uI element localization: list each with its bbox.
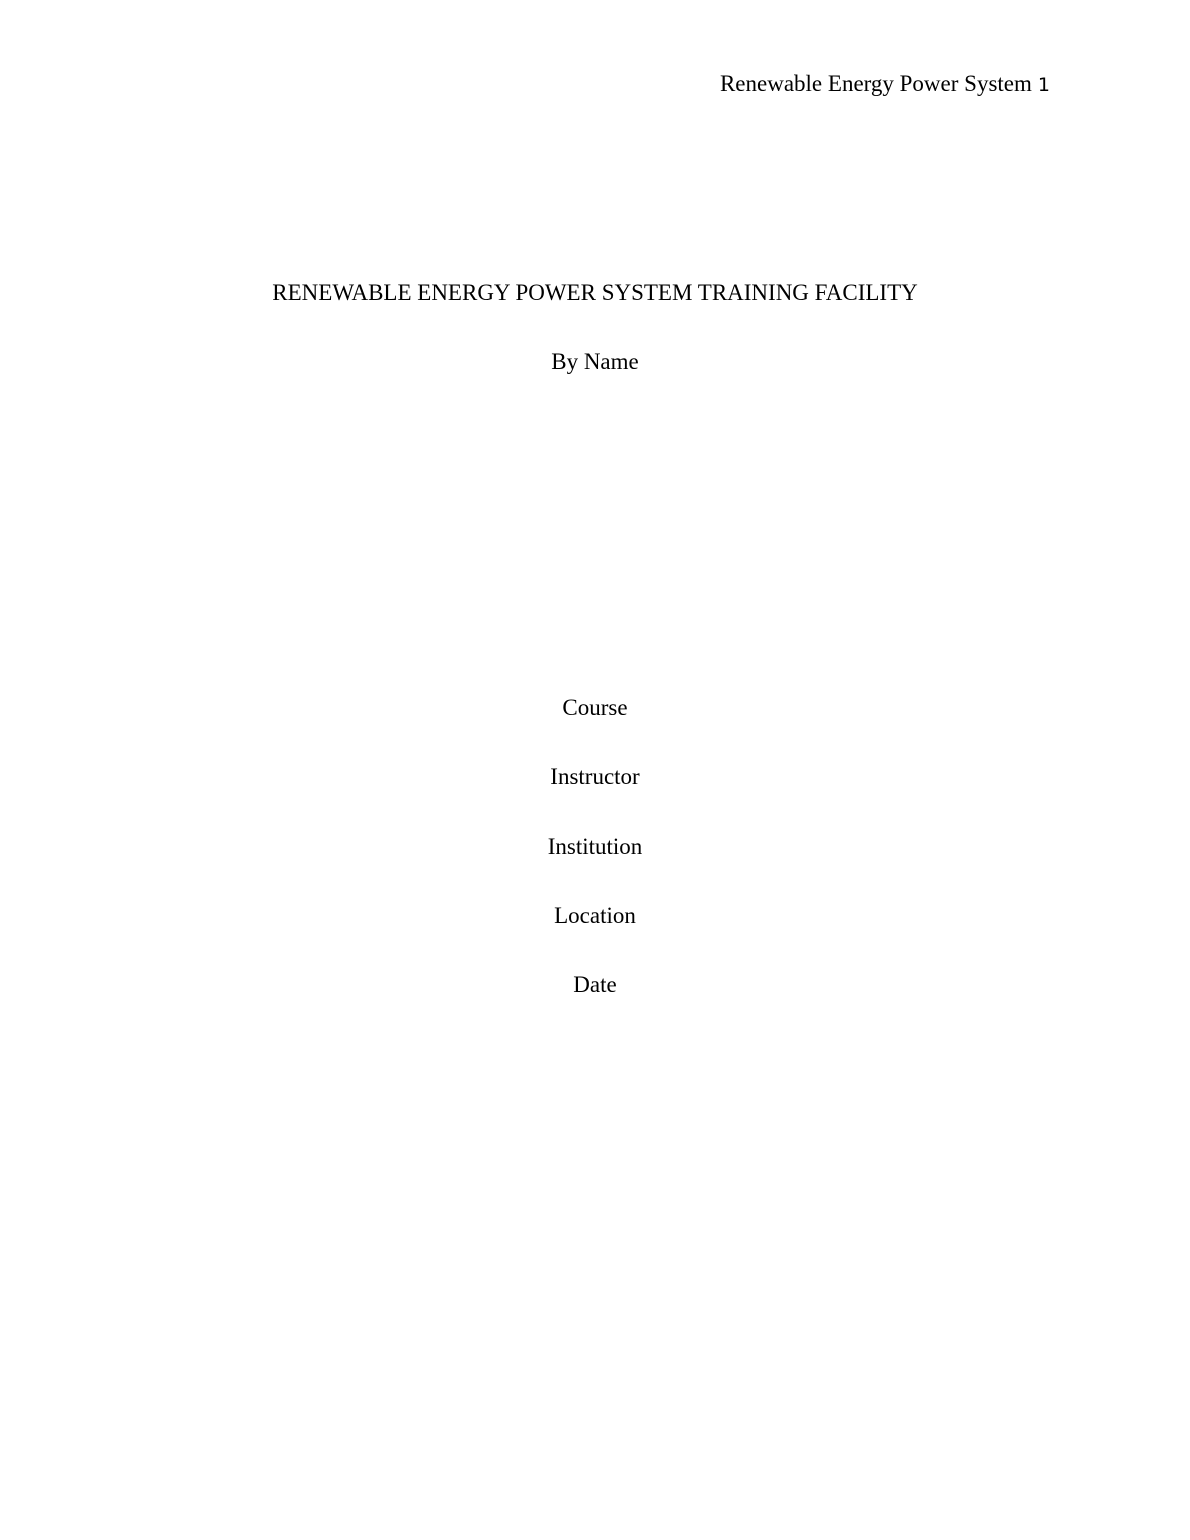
instructor-line: Instructor: [550, 764, 640, 789]
running-head-text: Renewable Energy Power System: [719, 71, 1032, 96]
author-byline: By Name: [551, 349, 639, 374]
date-line: Date: [573, 972, 617, 997]
page-number: 1: [1037, 74, 1050, 96]
document-title: RENEWABLE ENERGY POWER SYSTEM TRAINING FACILITY: [272, 280, 918, 305]
running-head: [720, 70, 1050, 99]
course-line: Course: [562, 695, 628, 720]
institution-line: Institution: [547, 834, 643, 859]
location-line: Location: [554, 903, 636, 928]
